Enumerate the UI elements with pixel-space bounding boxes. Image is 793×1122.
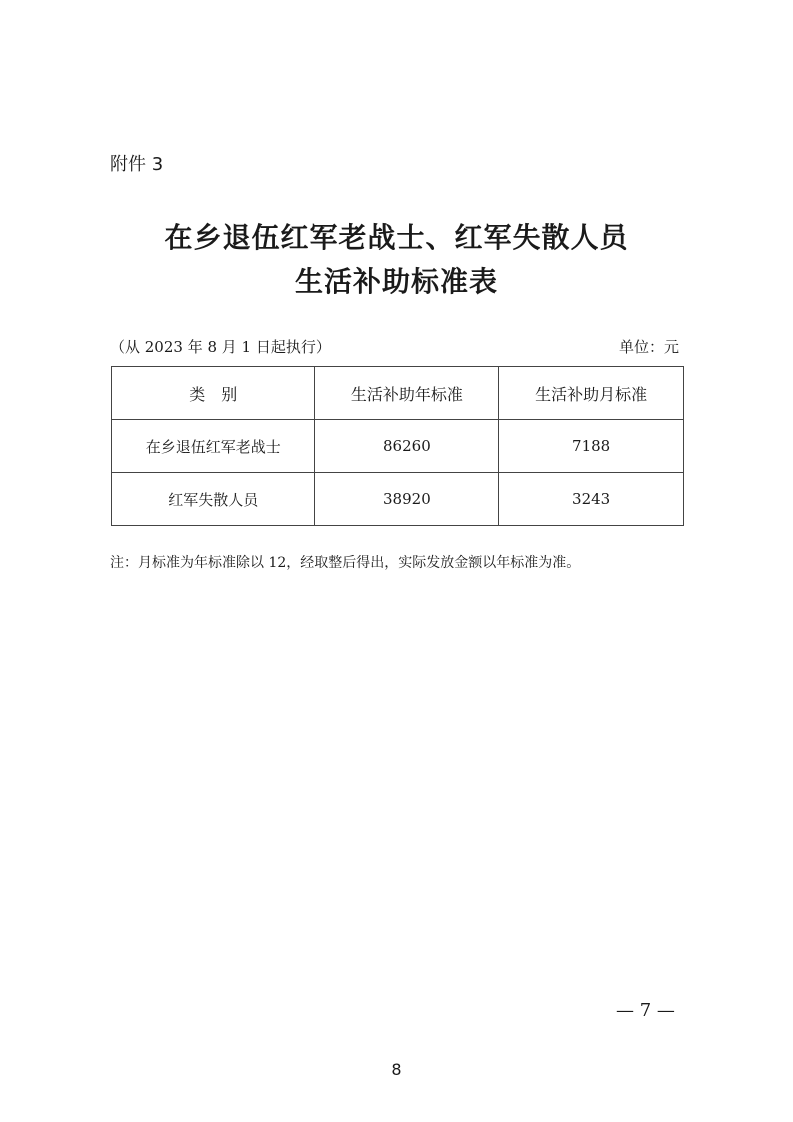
cell-category: 在乡退伍红军老战士 bbox=[112, 420, 315, 473]
table-row bbox=[112, 420, 684, 473]
table-row bbox=[112, 473, 684, 526]
header-category: 类 别 bbox=[112, 367, 315, 420]
header-annual-standard: 生活补助年标准 bbox=[315, 367, 499, 420]
table-header-row bbox=[112, 367, 684, 420]
unit-label: 单位：元 bbox=[618, 338, 679, 356]
cell-monthly: 3243 bbox=[499, 473, 684, 526]
document-title-line-2: 生活补助标准表 bbox=[294, 265, 498, 298]
page-mark: — 7 — bbox=[616, 1000, 675, 1021]
page-number: 8 bbox=[391, 1060, 402, 1079]
effective-date: （从 2023 年 8 月 1 日起执行） bbox=[110, 338, 331, 356]
header-monthly-standard: 生活补助月标准 bbox=[499, 367, 684, 420]
cell-annual: 86260 bbox=[315, 420, 499, 473]
subsidy-standard-table bbox=[111, 366, 684, 526]
cell-annual: 38920 bbox=[315, 473, 499, 526]
cell-monthly: 7188 bbox=[499, 420, 684, 473]
table-note: 注：月标准为年标准除以 12，经取整后得出，实际发放金额以年标准为准。 bbox=[110, 555, 581, 571]
document-title-line-1: 在乡退伍红军老战士、红军失散人员 bbox=[164, 221, 629, 254]
attachment-label: 附件 3 bbox=[110, 154, 164, 175]
cell-category: 红军失散人员 bbox=[112, 473, 315, 526]
